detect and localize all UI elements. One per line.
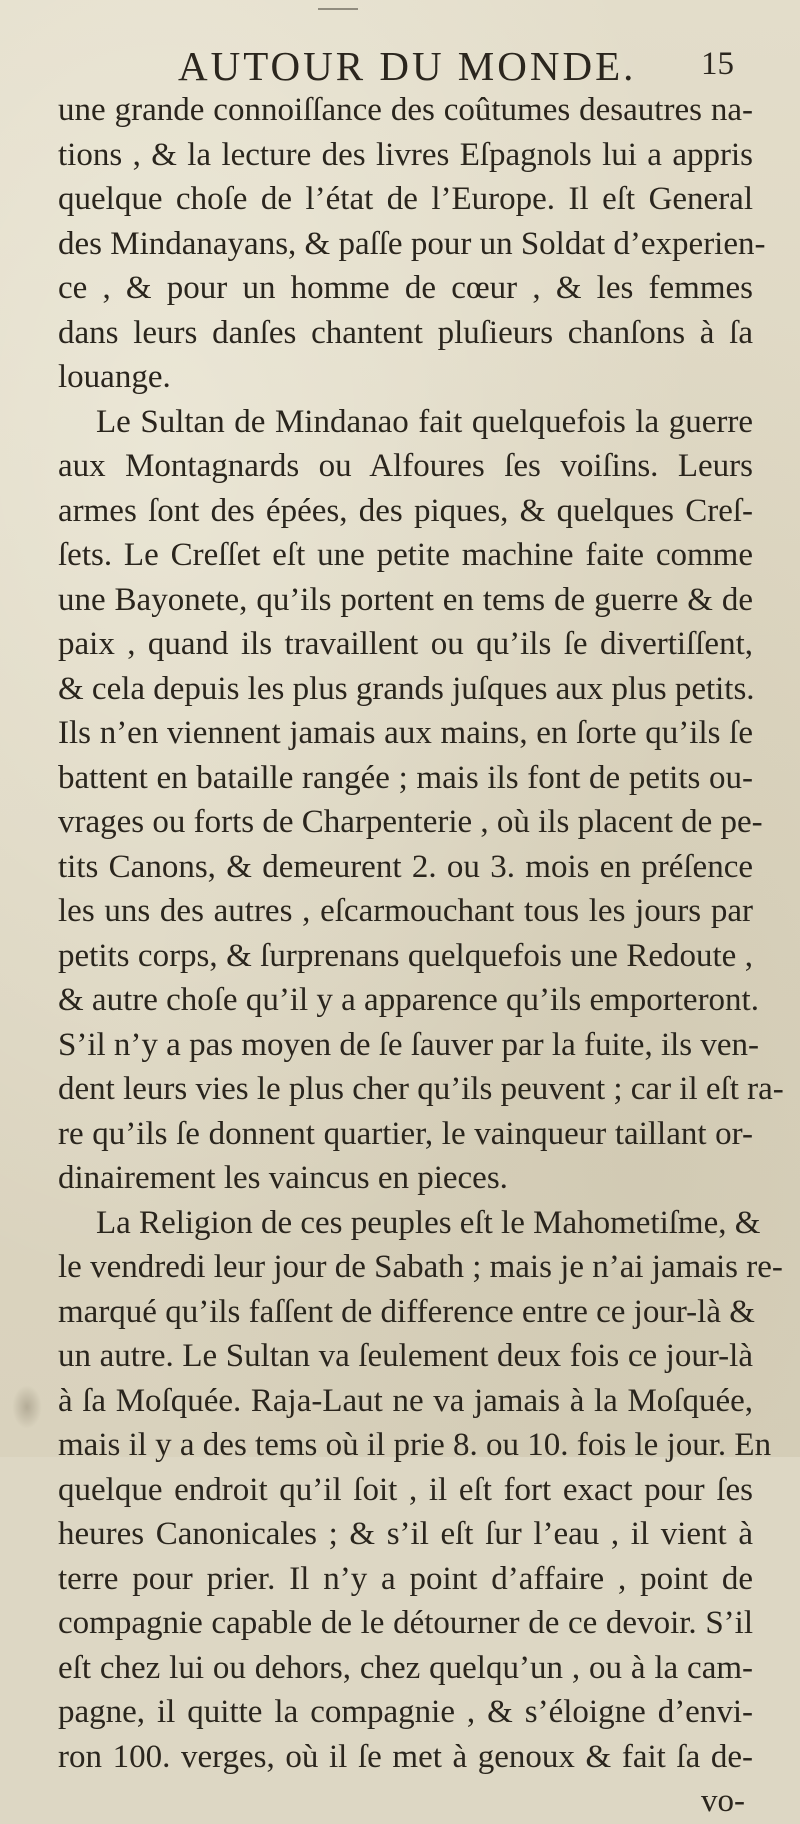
text-line: battent en bataille rangée ; mais ils font de petits ou- bbox=[58, 759, 753, 796]
ink-mark bbox=[318, 8, 358, 16]
running-title: AUTOUR DU MONDE. bbox=[178, 43, 637, 89]
text-line: re qu’ils ſe donnent quartier, le vainqueur taillant or- bbox=[58, 1115, 753, 1152]
text-line: S’il n’y a pas moyen de ſe ſauver par la fuite, ils ven- bbox=[58, 1026, 760, 1063]
text-line: dent leurs vies le plus cher qu’ils peuvent ; car il eſt ra- bbox=[58, 1071, 784, 1107]
text-line: terre pour prier. Il n’y a point d’affaire , point de bbox=[58, 1560, 753, 1597]
text-line: le vendredi leur jour de Sabath ; mais je n’ai jamais re- bbox=[58, 1249, 783, 1285]
text-line: heures Canonicales ; & s’il eſt ſur l’eau , il vient à bbox=[58, 1516, 753, 1552]
text-line: louange. bbox=[58, 359, 171, 395]
text-line: dinairement les vaincus en pieces. bbox=[58, 1160, 508, 1196]
text-line: quelque choſe de l’état de l’Europe. Il eſt General bbox=[58, 181, 753, 217]
text-line: des Mindanayans, & paſſe pour un Soldat d’experien- bbox=[58, 225, 766, 262]
text-line: tions , & la lecture des livres Eſpagnols lui a appris bbox=[58, 136, 753, 173]
running-head bbox=[0, 28, 800, 92]
page-number: 15 bbox=[701, 46, 734, 82]
text-line: vrages ou forts de Charpenterie , où ils placent de pe- bbox=[58, 804, 763, 840]
paper-stain bbox=[12, 1385, 42, 1429]
text-line: mais il y a des tems où il prie 8. ou 10. fois le jour. En bbox=[58, 1427, 772, 1463]
text-line: tits Canons, & demeurent 2. ou 3. mois en préſence bbox=[58, 848, 753, 885]
text-line: & autre choſe qu’il y a apparence qu’ils emporteront. bbox=[58, 982, 759, 1018]
body-text bbox=[58, 88, 784, 1824]
text-line: armes ſont des épées, des piques, & quelques Creſ- bbox=[58, 492, 753, 529]
text-line: une Bayonete, qu’ils portent en tems de guerre & de bbox=[58, 581, 753, 618]
text-line: marqué qu’ils faſſent de difference entre ce jour-là & bbox=[58, 1293, 755, 1330]
text-line: à ſa Moſquée. Raja-Laut ne va jamais à la Moſquée, bbox=[58, 1382, 753, 1419]
text-line: Ils n’en viennent jamais aux mains, en ſorte qu’ils ſe bbox=[58, 715, 753, 751]
text-line: quelque endroit qu’il ſoit , il eſt fort exact pour ſes bbox=[58, 1471, 753, 1508]
text-line: ron 100. verges, où il ſe met à genoux & fait ſa de- bbox=[58, 1738, 753, 1775]
text-line: ſets. Le Creſſet eſt une petite machine faite comme bbox=[58, 537, 753, 573]
text-line: pagne, il quitte la compagnie , & s’éloigne d’envi- bbox=[58, 1694, 753, 1730]
text-line: & cela depuis les plus grands juſques aux plus petits. bbox=[58, 670, 755, 707]
text-line: ce , & pour un homme de cœur , & les femmes bbox=[58, 270, 753, 306]
text-line: une grande connoiſſance des coûtumes desautres na- bbox=[58, 92, 753, 128]
paragraph-start-line: Le Sultan de Mindanao fait quelquefois la guerre bbox=[96, 403, 753, 440]
text-line: dans leurs danſes chantent pluſieurs chanſons à ſa bbox=[58, 314, 753, 351]
paragraph-start-line: La Religion de ces peuples eſt le Mahometiſme, & bbox=[96, 1204, 761, 1241]
text-line: paix , quand ils travaillent ou qu’ils ſe divertiſſent, bbox=[58, 626, 753, 662]
text-line: aux Montagnards ou Alfoures ſes voiſins. Leurs bbox=[58, 448, 753, 484]
text-line: les uns des autres , eſcarmouchant tous les jours par bbox=[58, 893, 753, 929]
text-line: un autre. Le Sultan va ſeulement deux fois ce jour-là bbox=[58, 1338, 753, 1374]
text-line: compagnie capable de le détourner de ce devoir. S’il bbox=[58, 1605, 753, 1641]
text-line: petits corps, & ſurprenans quelquefois une Redoute , bbox=[58, 937, 753, 974]
text-line: eſt chez lui ou dehors, chez quelqu’un , ou à la cam- bbox=[58, 1649, 753, 1686]
catchword: vo- bbox=[701, 1783, 745, 1819]
